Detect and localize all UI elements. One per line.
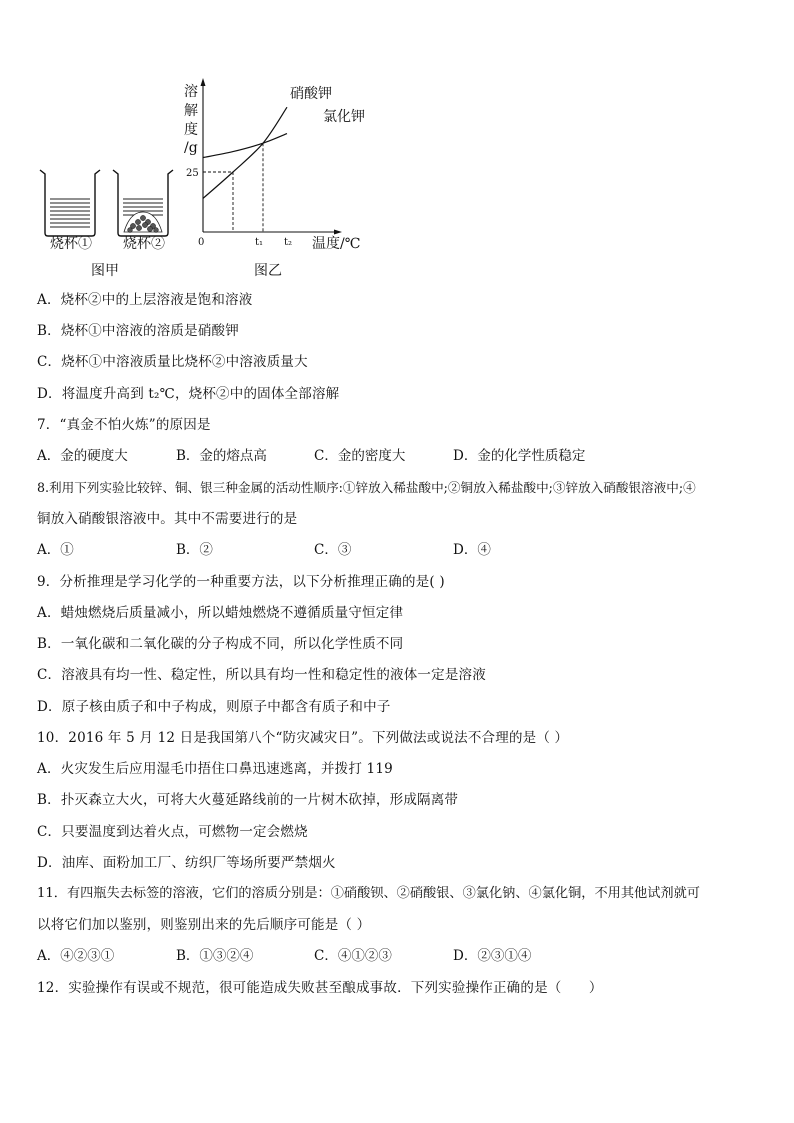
q10-option-c: C．只要温度到达着火点，可燃物一定会燃烧 (37, 824, 308, 840)
beaker-1-label: 烧杯① (50, 236, 92, 252)
x-axis-label: 温度/℃ (312, 236, 361, 252)
y-axis-label-1: 溶 (184, 84, 198, 100)
origin-label: 0 (198, 237, 205, 248)
q8-option-d: D．④ (453, 542, 491, 558)
q10-option-a: A．火灾发生后应用湿毛巾捂住口鼻迅速逃离，并拨打 119 (37, 761, 393, 777)
q9-option-d: D．原子核由质子和中子构成，则原子中都含有质子和中子 (37, 699, 391, 715)
q11-option-c: C．④①②③ (314, 948, 392, 964)
y-axis-arrow-icon (201, 78, 206, 86)
beaker-2-label: 烧杯② (123, 236, 165, 252)
q11-options (37, 947, 757, 965)
q7-option-a: A．金的硬度大 (37, 448, 128, 464)
beaker-2-icon (113, 170, 173, 236)
q10-option-d: D．油库、面粉加工厂、纺织厂等场所要严禁烟火 (37, 855, 336, 871)
question-figure (0, 0, 794, 285)
q6-option-a: A．烧杯②中的上层溶液是饱和溶液 (37, 292, 253, 308)
y-axis-label-4: /g (184, 140, 198, 156)
q7-option-c: C．金的密度大 (314, 448, 406, 464)
q8-option-a: A．① (37, 542, 74, 558)
q9-option-b: B．一氧化碳和二氧化碳的分子构成不同，所以化学性质不同 (37, 636, 404, 652)
figure-b-caption: 图乙 (254, 263, 282, 279)
x-axis-arrow-icon (334, 230, 342, 235)
q12-stem: 12．实验操作有误或不规范，很可能造成失败甚至酿成事故．下列实验操作正确的是（ ） (37, 980, 603, 996)
q8-option-b: B．② (176, 542, 213, 558)
q8-option-c: C．③ (314, 542, 352, 558)
q10-option-b: B．扑灭森立大火，可将大火蔓延路线前的一片树木砍掉，形成隔离带 (37, 792, 459, 808)
t2-tick-label: t₂ (284, 237, 293, 248)
series-kno3-line (203, 107, 287, 198)
q9-stem: 9．分析推理是学习化学的一种重要方法，以下分析推理正确的是( ) (37, 574, 445, 590)
q7-option-b: B．金的熔点高 (176, 448, 267, 464)
y-tick-25: 25 (186, 168, 199, 179)
q10-stem: 10．2016 年 5 月 12 日是我国第八个“防灾减灾日”。下列做法或说法不合理的是（ ） (37, 730, 569, 746)
q8-options (37, 541, 757, 559)
q7-stem: 7．“真金不怕火炼”的原因是 (37, 417, 211, 433)
y-axis-label-3: 度 (184, 122, 198, 138)
q11-option-a: A．④②③① (37, 948, 115, 964)
y-axis-label-2: 解 (184, 103, 198, 119)
solubility-chart (184, 78, 365, 252)
series-kcl-label: 氯化钾 (323, 109, 365, 125)
q7-option-d: D．金的化学性质稳定 (453, 448, 586, 464)
q9-option-a: A．蜡烛燃烧后质量减小，所以蜡烛燃烧不遵循质量守恒定律 (37, 605, 404, 621)
q8-stem-line1: 8.利用下列实验比较锌、铜、银三种金属的活动性顺序:①锌放入稀盐酸中;②铜放入稀盐酸中;③锌放入硝酸银溶液中;④ (37, 480, 696, 495)
q6-option-b: B．烧杯①中溶液的溶质是硝酸钾 (37, 323, 239, 339)
q11-stem-line1: 11．有四瓶失去标签的溶液，它们的溶质分别是：①硝酸钡、②硝酸银、③氯化钠、④氯化铜，不用其他试剂就可 (37, 886, 700, 901)
q9-option-c: C．溶液具有均一性、稳定性，所以具有均一性和稳定性的液体一定是溶液 (37, 667, 486, 683)
q6-option-d: D．将温度升高到 t₂℃，烧杯②中的固体全部溶解 (37, 386, 340, 402)
q6-option-c: C．烧杯①中溶液质量比烧杯②中溶液质量大 (37, 354, 308, 370)
q8-stem-line2: 铜放入硝酸银溶液中。其中不需要进行的是 (37, 511, 298, 527)
q11-option-b: B．①③②④ (176, 948, 254, 964)
beaker-1-icon (40, 170, 100, 236)
figure-a-caption: 图甲 (91, 263, 119, 279)
series-kcl-line (203, 134, 287, 158)
q11-option-d: D．②③①④ (453, 948, 532, 964)
t1-tick-label: t₁ (255, 237, 264, 248)
q11-stem-line2: 以将它们加以鉴别，则鉴别出来的先后顺序可能是（ ） (37, 917, 371, 933)
q7-options (37, 447, 757, 465)
series-kno3-label: 硝酸钾 (290, 86, 332, 102)
